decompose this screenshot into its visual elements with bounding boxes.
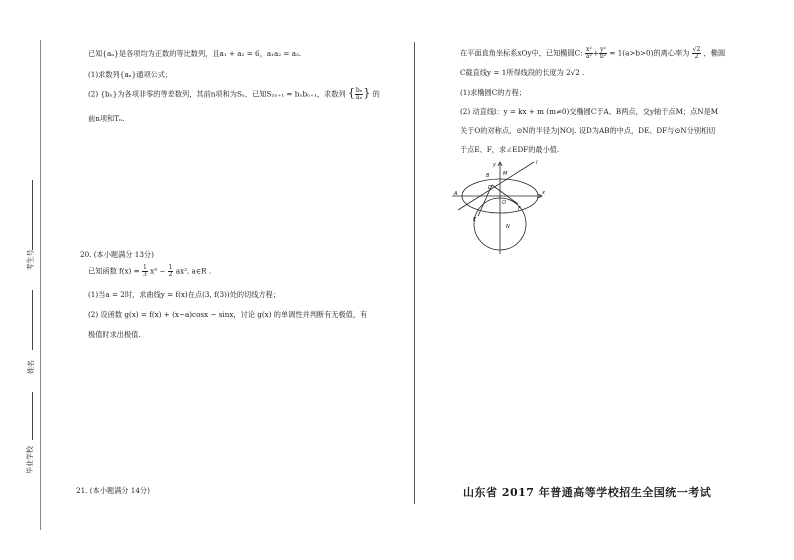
q21-part2-line1: (2) 动直线l：y = kx + m (m≠0)交椭圆C于A、B两点，交y轴于点M；点N是M xyxy=(460,107,719,116)
q19-part2-end: 的 xyxy=(372,89,380,99)
q19-part2-text: (2) {bₙ}为各项非零的等差数列，其前n项和为Sₙ．已知S₂ₙ₊₁ = bₙbₙ₊₁，求数列 xyxy=(88,89,346,99)
q19-part1: (1)求数列{aₙ}通项公式； xyxy=(88,70,173,79)
q20-frac1 xyxy=(142,265,148,278)
q21-plus: + xyxy=(592,48,599,58)
fig-label-m: M xyxy=(503,171,508,177)
q20-frac2-num: 1 xyxy=(168,264,173,271)
q20-intro-b: x³ − xyxy=(150,266,166,276)
name-label: 姓名 xyxy=(27,360,35,374)
fig-label-e: E xyxy=(473,217,477,223)
q21-frac-x-den: a² xyxy=(585,53,592,60)
q20-frac2 xyxy=(168,265,174,278)
q20-frac2-den: 2 xyxy=(168,271,173,278)
q21-frac-y-den: b² xyxy=(599,53,607,60)
q20-frac1-den: 3 xyxy=(142,271,147,278)
name-underline xyxy=(32,290,33,350)
q21-line1 xyxy=(460,47,725,60)
q21-part2-line3: 于点E、F，求∠EDF的最小值. xyxy=(460,145,560,154)
q21-line1-b: = 1(a>b>0)的离心率为 xyxy=(609,48,690,58)
exam-title: 山东省 2017 年普通高等学校招生全国统一考试 xyxy=(463,486,712,499)
q21-frac-y-num: y² xyxy=(600,46,606,53)
fig-label-d: D xyxy=(488,185,492,191)
q21-line1-c: ，椭圆 xyxy=(703,48,726,58)
q20-part1: (1)当a = 2时，求曲线y = f(x)在点(3, f(3))处的切线方程； xyxy=(88,290,281,299)
q19-brace-open: { xyxy=(347,86,355,100)
q21-heading: 21. (本小题满分 14分) xyxy=(76,486,150,495)
q19-frac-num: bₙ xyxy=(355,87,363,94)
q19-brace-close: } xyxy=(363,86,371,100)
q21-frac-x xyxy=(585,47,593,60)
fig-label-b: B xyxy=(486,173,490,179)
q20-part2-line2: 极值时求出极值. xyxy=(88,330,141,339)
page-divider xyxy=(414,42,415,504)
q21-line2: C截直线y = 1所得线段的长度为 2√2 . xyxy=(460,68,585,77)
school-underline xyxy=(32,392,33,440)
q20-intro-c: ax², a∈R . xyxy=(175,266,212,276)
q20-intro xyxy=(88,265,211,278)
exam-no-label: 考生号 xyxy=(26,249,35,271)
q21-frac-e-num: √2 xyxy=(692,46,701,53)
fig-label-a: A xyxy=(454,191,458,197)
binding-line xyxy=(40,40,41,530)
school-label: 毕业学校 xyxy=(26,446,34,474)
q19-frac-den: aₙ xyxy=(356,94,363,101)
q20-intro-a: 已知函数 f(x) = xyxy=(88,266,140,276)
q19-part2-line2: 前n项和Tₙ. xyxy=(88,114,125,123)
fig-label-n: N xyxy=(506,224,510,230)
q21-line1-a: 在平面直角坐标系xOy中，已知椭圆C: xyxy=(460,48,583,58)
fig-label-f: F xyxy=(518,206,521,212)
q20-heading: 20. (本小题满分 13分) xyxy=(80,250,154,259)
q21-frac-x-num: x² xyxy=(585,46,592,53)
fig-label-y: y xyxy=(493,162,496,168)
q21-frac-e xyxy=(692,47,702,60)
q19-intro: 已知{aₙ}是各项均为正数的等比数列，且a₁ + a₂ = 6，a₁a₂ = a₃. xyxy=(88,49,302,58)
fig-label-x: x xyxy=(542,190,545,196)
q20-frac1-num: 1 xyxy=(142,264,147,271)
q21-frac-y xyxy=(599,47,607,60)
fig-label-l: l xyxy=(536,160,538,166)
q21-part2-line2: 关于O的对称点，⊙N的半径为|NO|. 设D为AB的中点，DE、DF与⊙N分别相切 xyxy=(460,126,716,135)
q21-figure xyxy=(448,158,558,258)
fig-label-o: O xyxy=(502,200,506,206)
q21-part1: (1)求椭圆C的方程； xyxy=(460,88,526,97)
q19-part2-line1 xyxy=(88,88,380,101)
exam-no-underline xyxy=(32,180,33,250)
q21-frac-e-den: 2 xyxy=(694,53,699,60)
q20-part2-line1: (2) 设函数 g(x) = f(x) + (x−a)cosx − sinx，讨论 g(x) 的单调性并判断有无极值，有 xyxy=(88,310,368,319)
